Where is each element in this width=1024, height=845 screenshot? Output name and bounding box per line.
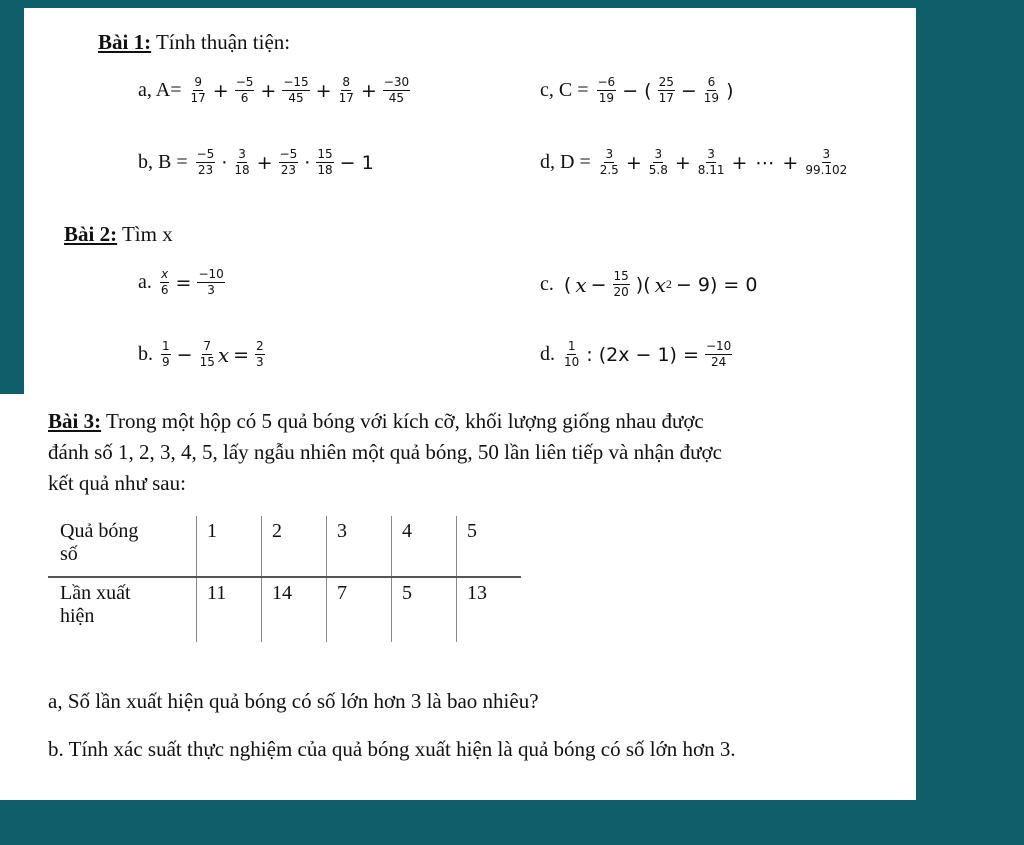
table-cell: 1 [197,516,262,577]
fraction: $\frac{15}{18}$ [317,147,333,177]
table-header-cell: Quả bóng số [48,516,197,577]
bai1-a-expression: a, A= $\frac{9}{17}$ + $\frac{-5}{6}$ + $\frac{-15}{45}$ + $\frac{8}{17}$ + $\frac{-30}{45}$ [138,75,410,105]
bai1-d-expression: d, D = $\frac{3}{2.5}$ + $\frac{3}{5.8}$ + $\frac{3}{8.11}$ + ⋯ + $\frac{3}{99.102}$ [540,147,848,177]
fraction: $\frac{3}{18}$ [234,147,250,177]
fraction: $\frac{1}{9}$ [162,339,170,369]
bai1-a-label: a, A= [138,79,182,101]
fraction: $\frac{-5}{23}$ [196,147,215,177]
table-row [48,516,521,577]
table-cell: 5 [457,516,522,577]
bai1-b-expression: b, B = $\frac{-5}{23}$ · $\frac{3}{18}$ + $\frac{-5}{23}$ · $\frac{15}{18}$ − 1 [138,147,374,177]
table-cell: 14 [262,577,327,642]
bai1-heading [98,30,290,55]
bai2-b-expression: b. $\frac{1}{9}$ − $\frac{7}{15}$ x = $\frac{2}{3}$ [138,339,264,369]
fraction: $\frac{1}{10}$ [564,339,580,369]
bai2-a-expression: a. $\frac{x}{6}$ = $\frac{-10}{3}$ [138,267,224,297]
bai2-d-label: d. [540,343,555,365]
fraction: $\frac{-30}{45}$ [383,75,410,105]
bai2-title: Tìm x [121,222,173,246]
bai3-question-b: b. Tính xác suất thực nghiệm của quả bóng xuất hiện là quả bóng có số lớn hơn 3. [48,737,736,761]
table-cell: 5 [392,577,457,642]
table-cell: 3 [327,516,392,577]
fraction: $\frac{3}{5.8}$ [648,147,668,177]
bai3-question-a: a, Số lần xuất hiện quả bóng có số lớn hơn 3 là bao nhiêu? [48,689,539,713]
table-header-cell: Lần xuất hiện [60,582,131,627]
bai2-label: Bài 2: [64,222,118,246]
fraction: $\frac{9}{17}$ [190,75,206,105]
fraction: $\frac{7}{15}$ [199,339,215,369]
bai3-line3: kết quả như sau: [48,471,186,495]
fraction: $\frac{25}{17}$ [658,75,674,105]
bai2-c-expression: c. ( x − $\frac{15}{20}$ )( x 2 − 9) = 0 [540,269,758,299]
bai1-b-label: b, B = [138,151,188,173]
table-cell: 4 [392,516,457,577]
frequency-table [48,516,521,642]
fraction: $\frac{-10}{3}$ [198,267,224,297]
bai1-label: Bài 1: [98,30,152,54]
table-cell: 11 [197,577,262,642]
bai2-d-expression: d. $\frac{1}{10}$ : (2x − 1) = $\frac{-10}{24}$ [540,339,732,369]
fraction: $\frac{6}{19}$ [703,75,720,105]
bai2-c-label: c. [540,273,554,295]
bai1-d-label: d, D = [540,151,591,173]
table-cell: 2 [262,516,327,577]
bai3-label: Bài 3: [48,409,102,433]
bai3-line1: Bài 3: Trong một hộp có 5 quả bóng với kích cỡ, khối lượng giống nhau được [48,409,704,433]
fraction: $\frac{15}{20}$ [613,269,629,299]
bai2-a-label: a. [138,271,152,293]
fraction: $\frac{-5}{23}$ [279,147,298,177]
fraction: $\frac{2}{3}$ [256,339,264,369]
fraction: $\frac{-6}{19}$ [597,75,616,105]
fraction: $\frac{8}{17}$ [338,75,354,105]
table-cell: 13 [457,577,522,642]
table-row [48,577,521,642]
fraction: $\frac{x}{6}$ [160,267,169,297]
fraction: $\frac{3}{2.5}$ [599,147,619,177]
fraction: $\frac{-5}{6}$ [235,75,254,105]
fraction: $\frac{-10}{24}$ [705,339,732,369]
fraction: $\frac{-15}{45}$ [283,75,309,105]
bai1-c-expression: c, C = $\frac{-6}{19}$ − ( $\frac{25}{17}$ − $\frac{6}{19}$ ) [540,75,734,105]
bai2-heading [64,222,173,247]
bai1-c-label: c, C = [540,79,589,101]
fraction: $\frac{3}{8.11}$ [697,147,725,177]
fraction: $\frac{3}{99.102}$ [805,147,848,177]
bai1-title: Tính thuận tiện: [155,30,291,54]
bai2-b-label: b. [138,343,153,365]
table-cell: 7 [327,577,392,642]
bai3-line2: đánh số 1, 2, 3, 4, 5, lấy ngẫu nhiên một quả bóng, 50 lần liên tiếp và nhận được [48,440,722,464]
